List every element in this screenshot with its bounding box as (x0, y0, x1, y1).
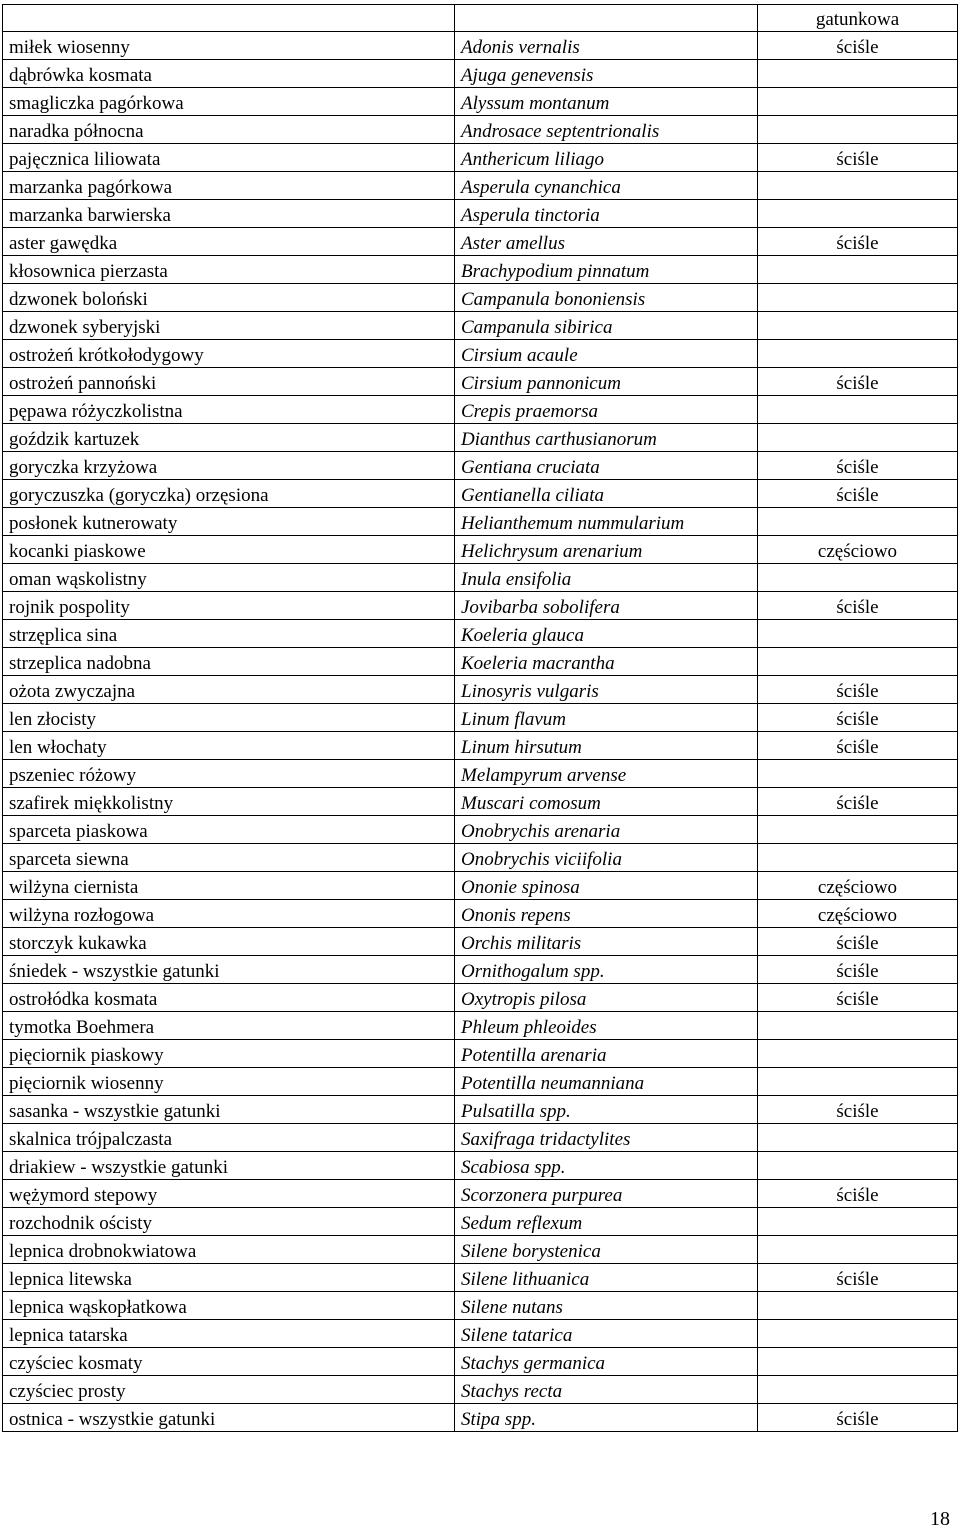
protection-status-cell: częściowo (758, 536, 958, 564)
protection-status-cell (758, 1068, 958, 1096)
protection-status-cell: ściśle (758, 676, 958, 704)
protection-status-cell (758, 284, 958, 312)
polish-name-cell: len włochaty (3, 732, 455, 760)
protection-status-cell: częściowo (758, 900, 958, 928)
latin-name-cell: Gentianella ciliata (455, 480, 758, 508)
table-row (3, 536, 958, 564)
table-row (3, 312, 958, 340)
polish-name-cell: goryczuszka (goryczka) orzęsiona (3, 480, 455, 508)
polish-name-cell: aster gawędka (3, 228, 455, 256)
protection-status-cell (758, 312, 958, 340)
protection-status-cell (758, 1040, 958, 1068)
table-row (3, 1180, 958, 1208)
polish-name-cell: storczyk kukawka (3, 928, 455, 956)
protection-status-cell: ściśle (758, 368, 958, 396)
protection-status-cell (758, 1236, 958, 1264)
protection-status-cell (758, 60, 958, 88)
polish-name-cell: rozchodnik ościsty (3, 1208, 455, 1236)
polish-name-cell: lepnica litewska (3, 1264, 455, 1292)
latin-name-cell: Phleum phleoides (455, 1012, 758, 1040)
latin-name-cell: Silene nutans (455, 1292, 758, 1320)
polish-name-cell: marzanka barwierska (3, 200, 455, 228)
species-table (2, 4, 958, 1432)
latin-name-cell: Stachys germanica (455, 1348, 758, 1376)
latin-name-cell: Ononie spinosa (455, 872, 758, 900)
polish-name-cell: rojnik pospolity (3, 592, 455, 620)
polish-name-cell: len złocisty (3, 704, 455, 732)
protection-status-cell (758, 200, 958, 228)
protection-status-cell (758, 116, 958, 144)
table-row (3, 984, 958, 1012)
polish-name-cell: sparceta piaskowa (3, 816, 455, 844)
polish-name-cell: lepnica tatarska (3, 1320, 455, 1348)
polish-name-cell: ostrożeń krótkołodygowy (3, 340, 455, 368)
table-row (3, 676, 958, 704)
protection-status-cell: ściśle (758, 1404, 958, 1432)
latin-name-cell: Ononis repens (455, 900, 758, 928)
protection-status-cell (758, 816, 958, 844)
table-row (3, 60, 958, 88)
table-row (3, 256, 958, 284)
table-row (3, 1264, 958, 1292)
latin-name-cell: Potentilla arenaria (455, 1040, 758, 1068)
protection-status-cell (758, 648, 958, 676)
latin-name-cell: Cirsium acaule (455, 340, 758, 368)
table-row (3, 284, 958, 312)
polish-name-cell: kłosownica pierzasta (3, 256, 455, 284)
latin-name-cell: Aster amellus (455, 228, 758, 256)
protection-status-cell: ściśle (758, 1264, 958, 1292)
latin-name-cell: Saxifraga tridactylites (455, 1124, 758, 1152)
protection-status-cell (758, 1292, 958, 1320)
polish-name-cell: marzanka pagórkowa (3, 172, 455, 200)
polish-name-cell: szafirek miękkolistny (3, 788, 455, 816)
latin-name-cell: Linosyris vulgaris (455, 676, 758, 704)
latin-name-cell: Helianthemum nummularium (455, 508, 758, 536)
protection-status-cell (758, 1320, 958, 1348)
latin-name-cell: Asperula tinctoria (455, 200, 758, 228)
protection-status-cell: częściowo (758, 872, 958, 900)
protection-status-cell: ściśle (758, 1096, 958, 1124)
polish-name-cell: tymotka Boehmera (3, 1012, 455, 1040)
protection-status-cell: ściśle (758, 32, 958, 60)
table-row (3, 928, 958, 956)
table-row (3, 732, 958, 760)
polish-name-cell: strzeplica nadobna (3, 648, 455, 676)
polish-name-cell: pajęcznica liliowata (3, 144, 455, 172)
polish-name-cell: wężymord stepowy (3, 1180, 455, 1208)
protection-status-cell: ściśle (758, 144, 958, 172)
latin-name-cell: Androsace septentrionalis (455, 116, 758, 144)
polish-name-cell: skalnica trójpalczasta (3, 1124, 455, 1152)
species-table-body (3, 5, 958, 1432)
protection-status-cell: ściśle (758, 480, 958, 508)
latin-name-cell: Ajuga genevensis (455, 60, 758, 88)
table-row (3, 368, 958, 396)
polish-name-cell: pięciornik wiosenny (3, 1068, 455, 1096)
polish-name-cell: sparceta siewna (3, 844, 455, 872)
table-row (3, 1348, 958, 1376)
latin-name-cell: Melampyrum arvense (455, 760, 758, 788)
protection-status-cell (758, 88, 958, 116)
latin-name-cell: Alyssum montanum (455, 88, 758, 116)
polish-name-cell: oman wąskolistny (3, 564, 455, 592)
table-row (3, 1012, 958, 1040)
protection-status-cell (758, 1348, 958, 1376)
latin-name-cell: Stipa spp. (455, 1404, 758, 1432)
table-row (3, 1040, 958, 1068)
table-row (3, 200, 958, 228)
protection-status-cell: ściśle (758, 956, 958, 984)
protection-status-cell: ściśle (758, 984, 958, 1012)
polish-name-cell: lepnica wąskopłatkowa (3, 1292, 455, 1320)
table-row (3, 144, 958, 172)
latin-name-cell: Koeleria glauca (455, 620, 758, 648)
protection-status-cell: ściśle (758, 452, 958, 480)
table-row (3, 424, 958, 452)
polish-name-cell: pięciornik piaskowy (3, 1040, 455, 1068)
protection-status-cell (758, 1152, 958, 1180)
latin-name-cell: Oxytropis pilosa (455, 984, 758, 1012)
protection-status-cell: ściśle (758, 928, 958, 956)
protection-status-cell (758, 760, 958, 788)
protection-status-cell: ściśle (758, 732, 958, 760)
table-row (3, 480, 958, 508)
table-row (3, 1404, 958, 1432)
table-row (3, 88, 958, 116)
latin-name-cell: Orchis militaris (455, 928, 758, 956)
table-row (3, 1236, 958, 1264)
latin-name-cell: Brachypodium pinnatum (455, 256, 758, 284)
protection-status-cell: ściśle (758, 592, 958, 620)
table-row (3, 900, 958, 928)
polish-name-cell: goryczka krzyżowa (3, 452, 455, 480)
table-row (3, 452, 958, 480)
table-row (3, 340, 958, 368)
protection-status-cell: ściśle (758, 788, 958, 816)
polish-name-cell: kocanki piaskowe (3, 536, 455, 564)
table-row (3, 1320, 958, 1348)
table-row (3, 1152, 958, 1180)
latin-name-cell: Inula ensifolia (455, 564, 758, 592)
table-row (3, 648, 958, 676)
latin-name-cell: Campanula sibirica (455, 312, 758, 340)
latin-name-cell: Silene lithuanica (455, 1264, 758, 1292)
polish-name-cell: smagliczka pagórkowa (3, 88, 455, 116)
latin-name-cell: Jovibarba sobolifera (455, 592, 758, 620)
polish-name-cell: dzwonek syberyjski (3, 312, 455, 340)
protection-status-cell (758, 1012, 958, 1040)
latin-name-cell: Stachys recta (455, 1376, 758, 1404)
protection-status-cell (758, 844, 958, 872)
protection-status-cell: ściśle (758, 704, 958, 732)
table-row (3, 32, 958, 60)
table-row (3, 704, 958, 732)
latin-name-cell: Cirsium pannonicum (455, 368, 758, 396)
table-row (3, 620, 958, 648)
polish-name-cell: miłek wiosenny (3, 32, 455, 60)
polish-name-cell: czyściec prosty (3, 1376, 455, 1404)
table-row (3, 1124, 958, 1152)
latin-name-cell: Gentiana cruciata (455, 452, 758, 480)
table-row (3, 788, 958, 816)
protection-status-cell (758, 396, 958, 424)
polish-name-cell: ostrołódka kosmata (3, 984, 455, 1012)
table-row (3, 956, 958, 984)
latin-name-cell: Onobrychis viciifolia (455, 844, 758, 872)
header-cell-empty-1 (3, 5, 455, 32)
polish-name-cell: lepnica drobnokwiatowa (3, 1236, 455, 1264)
polish-name-cell: strzęplica sina (3, 620, 455, 648)
latin-name-cell: Pulsatilla spp. (455, 1096, 758, 1124)
table-row (3, 396, 958, 424)
protection-status-cell (758, 564, 958, 592)
latin-name-cell: Adonis vernalis (455, 32, 758, 60)
polish-name-cell: driakiew - wszystkie gatunki (3, 1152, 455, 1180)
polish-name-cell: pępawa różyczkolistna (3, 396, 455, 424)
table-row (3, 872, 958, 900)
polish-name-cell: ostrożeń pannoński (3, 368, 455, 396)
latin-name-cell: Potentilla neumanniana (455, 1068, 758, 1096)
latin-name-cell: Campanula bononiensis (455, 284, 758, 312)
table-row (3, 116, 958, 144)
polish-name-cell: sasanka - wszystkie gatunki (3, 1096, 455, 1124)
table-row (3, 1292, 958, 1320)
table-row (3, 760, 958, 788)
polish-name-cell: naradka północna (3, 116, 455, 144)
table-header-row (3, 5, 958, 32)
latin-name-cell: Silene tatarica (455, 1320, 758, 1348)
latin-name-cell: Dianthus carthusianorum (455, 424, 758, 452)
protection-status-cell (758, 1376, 958, 1404)
table-row (3, 816, 958, 844)
polish-name-cell: wilżyna rozłogowa (3, 900, 455, 928)
latin-name-cell: Anthericum liliago (455, 144, 758, 172)
protection-status-cell (758, 620, 958, 648)
latin-name-cell: Asperula cynanchica (455, 172, 758, 200)
table-row (3, 1068, 958, 1096)
table-row (3, 1376, 958, 1404)
latin-name-cell: Linum flavum (455, 704, 758, 732)
latin-name-cell: Helichrysum arenarium (455, 536, 758, 564)
protection-status-cell (758, 172, 958, 200)
latin-name-cell: Sedum reflexum (455, 1208, 758, 1236)
table-row (3, 508, 958, 536)
table-row (3, 564, 958, 592)
header-cell-empty-2 (455, 5, 758, 32)
protection-status-cell (758, 1208, 958, 1236)
latin-name-cell: Scabiosa spp. (455, 1152, 758, 1180)
latin-name-cell: Muscari comosum (455, 788, 758, 816)
latin-name-cell: Onobrychis arenaria (455, 816, 758, 844)
table-row (3, 592, 958, 620)
protection-status-cell (758, 340, 958, 368)
table-row (3, 172, 958, 200)
table-row (3, 844, 958, 872)
table-row (3, 228, 958, 256)
polish-name-cell: dzwonek boloński (3, 284, 455, 312)
header-protection-label: gatunkowa (758, 5, 958, 32)
latin-name-cell: Crepis praemorsa (455, 396, 758, 424)
protection-status-cell: ściśle (758, 1180, 958, 1208)
polish-name-cell: ożota zwyczajna (3, 676, 455, 704)
polish-name-cell: wilżyna ciernista (3, 872, 455, 900)
latin-name-cell: Silene borystenica (455, 1236, 758, 1264)
latin-name-cell: Ornithogalum spp. (455, 956, 758, 984)
polish-name-cell: pszeniec różowy (3, 760, 455, 788)
polish-name-cell: dąbrówka kosmata (3, 60, 455, 88)
latin-name-cell: Koeleria macrantha (455, 648, 758, 676)
protection-status-cell (758, 424, 958, 452)
protection-status-cell: ściśle (758, 228, 958, 256)
latin-name-cell: Scorzonera purpurea (455, 1180, 758, 1208)
table-row (3, 1208, 958, 1236)
polish-name-cell: goździk kartuzek (3, 424, 455, 452)
polish-name-cell: posłonek kutnerowaty (3, 508, 455, 536)
polish-name-cell: ostnica - wszystkie gatunki (3, 1404, 455, 1432)
latin-name-cell: Linum hirsutum (455, 732, 758, 760)
page-number: 18 (930, 1508, 950, 1530)
protection-status-cell (758, 1124, 958, 1152)
protection-status-cell (758, 508, 958, 536)
table-row (3, 1096, 958, 1124)
polish-name-cell: czyściec kosmaty (3, 1348, 455, 1376)
protection-status-cell (758, 256, 958, 284)
polish-name-cell: śniedek - wszystkie gatunki (3, 956, 455, 984)
